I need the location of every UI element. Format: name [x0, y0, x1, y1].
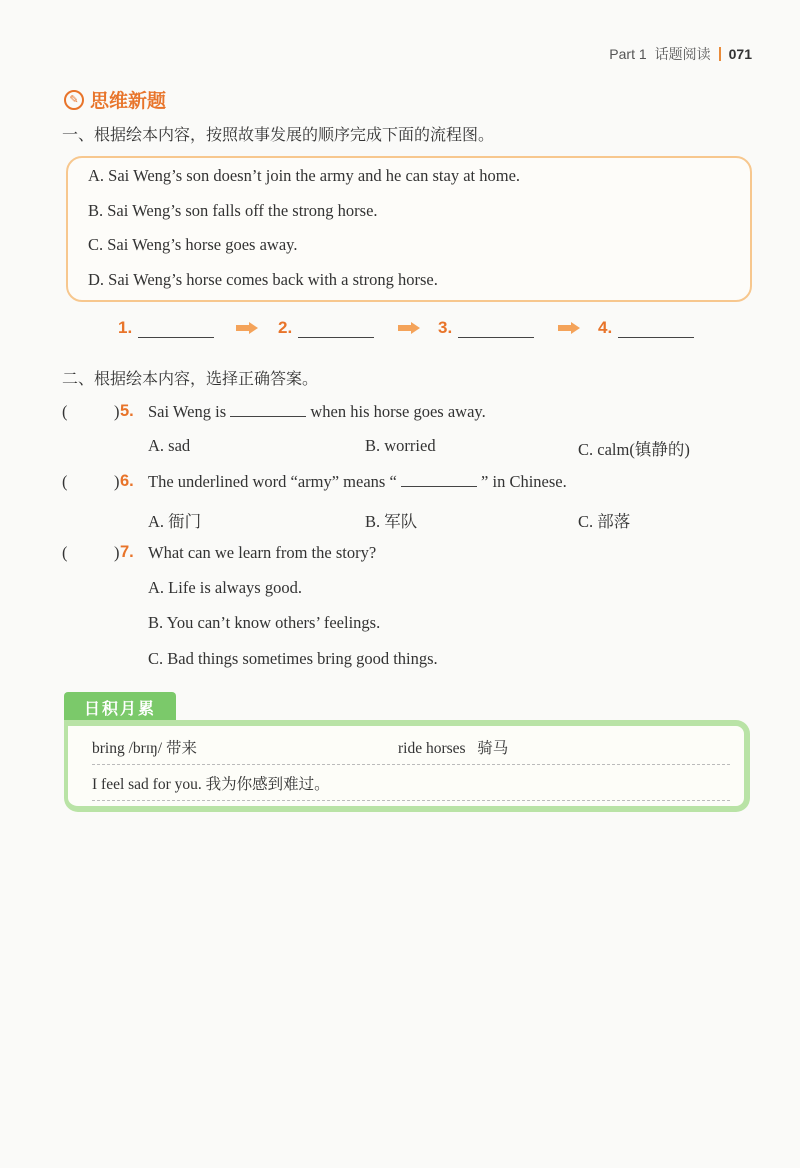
- answer-paren-close: ): [114, 402, 120, 421]
- pencil-icon: ✎: [64, 90, 84, 110]
- question-text: [148, 402, 486, 422]
- vocab-word-ride-horses: ride horses 骑马: [398, 740, 509, 757]
- option-a: A. Sai Weng’s son doesn’t join the army and he can stay at home.: [88, 166, 521, 185]
- page-header: [609, 44, 752, 64]
- flow-blank-2[interactable]: [298, 319, 374, 338]
- fill-blank[interactable]: [401, 472, 477, 487]
- question-number: 5.: [120, 402, 134, 420]
- question-7: [62, 543, 752, 567]
- flow-blank-4[interactable]: [618, 319, 694, 338]
- answer-paren-close: ): [114, 543, 120, 562]
- header-section: 话题阅读: [654, 46, 711, 62]
- arrow-right-icon: [236, 322, 258, 334]
- flow-step-3: [438, 318, 534, 338]
- question-5: [62, 402, 752, 426]
- q7-choice-c: C. Bad things sometimes bring good things.: [148, 649, 438, 668]
- flow-blank-3[interactable]: [458, 319, 534, 338]
- section-title: [64, 86, 166, 113]
- q2-heading: 二、根据绘本内容，选择正确答案。: [62, 369, 319, 388]
- question-text: [148, 472, 567, 492]
- question-6: [62, 472, 752, 496]
- vocab-box: [64, 720, 750, 812]
- answer-paren-open: (: [62, 543, 68, 562]
- question-text-before: The underlined word “army” means “: [148, 472, 397, 491]
- flow-step-number: 1.: [118, 318, 133, 337]
- vocab-line-1: [92, 736, 730, 765]
- q5-choice-b: B. worried: [365, 436, 436, 455]
- q1-heading: 一、根据绘本内容，按照故事发展的顺序完成下面的流程图。: [62, 125, 495, 144]
- vocab-line-2: [92, 772, 730, 801]
- question-number: 6.: [120, 472, 134, 490]
- header-part: Part 1: [609, 46, 647, 62]
- page-number: 071: [728, 46, 752, 62]
- vocab-sentence: I feel sad for you. 我为你感到难过。: [92, 776, 330, 793]
- question-number: 7.: [120, 543, 134, 561]
- options-box: [66, 156, 752, 302]
- section-title-text: 思维新题: [90, 90, 167, 112]
- q6-choice-c: C. 部落: [578, 512, 631, 531]
- option-d: D. Sai Weng’s horse comes back with a strong horse.: [88, 270, 438, 289]
- q7-choice-a: A. Life is always good.: [148, 578, 302, 597]
- fill-blank[interactable]: [230, 402, 306, 417]
- header-divider: [719, 47, 721, 61]
- flow-step-4: [598, 318, 694, 338]
- q7-choice-b: B. You can’t know others’ feelings.: [148, 613, 381, 632]
- flow-blank-1[interactable]: [138, 319, 214, 338]
- question-text-before: Sai Weng is: [148, 402, 227, 421]
- flow-step-2: [278, 318, 374, 338]
- flow-step-number: 3.: [438, 318, 453, 337]
- question-text-after: ” in Chinese.: [481, 472, 567, 491]
- vocab-word-bring: bring /brɪŋ/ 带来: [92, 740, 197, 757]
- flow-step-number: 2.: [278, 318, 293, 337]
- arrow-right-icon: [558, 322, 580, 334]
- question-text: What can we learn from the story?: [148, 543, 377, 562]
- answer-paren-close: ): [114, 472, 120, 491]
- q5-choice-a: A. sad: [148, 436, 191, 455]
- flow-chart: [118, 318, 708, 348]
- answer-paren-open: (: [62, 472, 68, 491]
- question-text-after: when his horse goes away.: [310, 402, 486, 421]
- q6-choice-a: A. 衙门: [148, 512, 202, 531]
- option-c: C. Sai Weng’s horse goes away.: [88, 235, 298, 254]
- arrow-right-icon: [398, 322, 420, 334]
- flow-step-1: [118, 318, 214, 338]
- q5-choice-c: C. calm(镇静的): [578, 440, 690, 459]
- q6-choice-b: B. 军队: [365, 512, 418, 531]
- option-b: B. Sai Weng’s son falls off the strong horse.: [88, 201, 378, 220]
- answer-paren-open: (: [62, 402, 68, 421]
- vocab-tag: 日积月累: [64, 692, 176, 722]
- flow-step-number: 4.: [598, 318, 613, 337]
